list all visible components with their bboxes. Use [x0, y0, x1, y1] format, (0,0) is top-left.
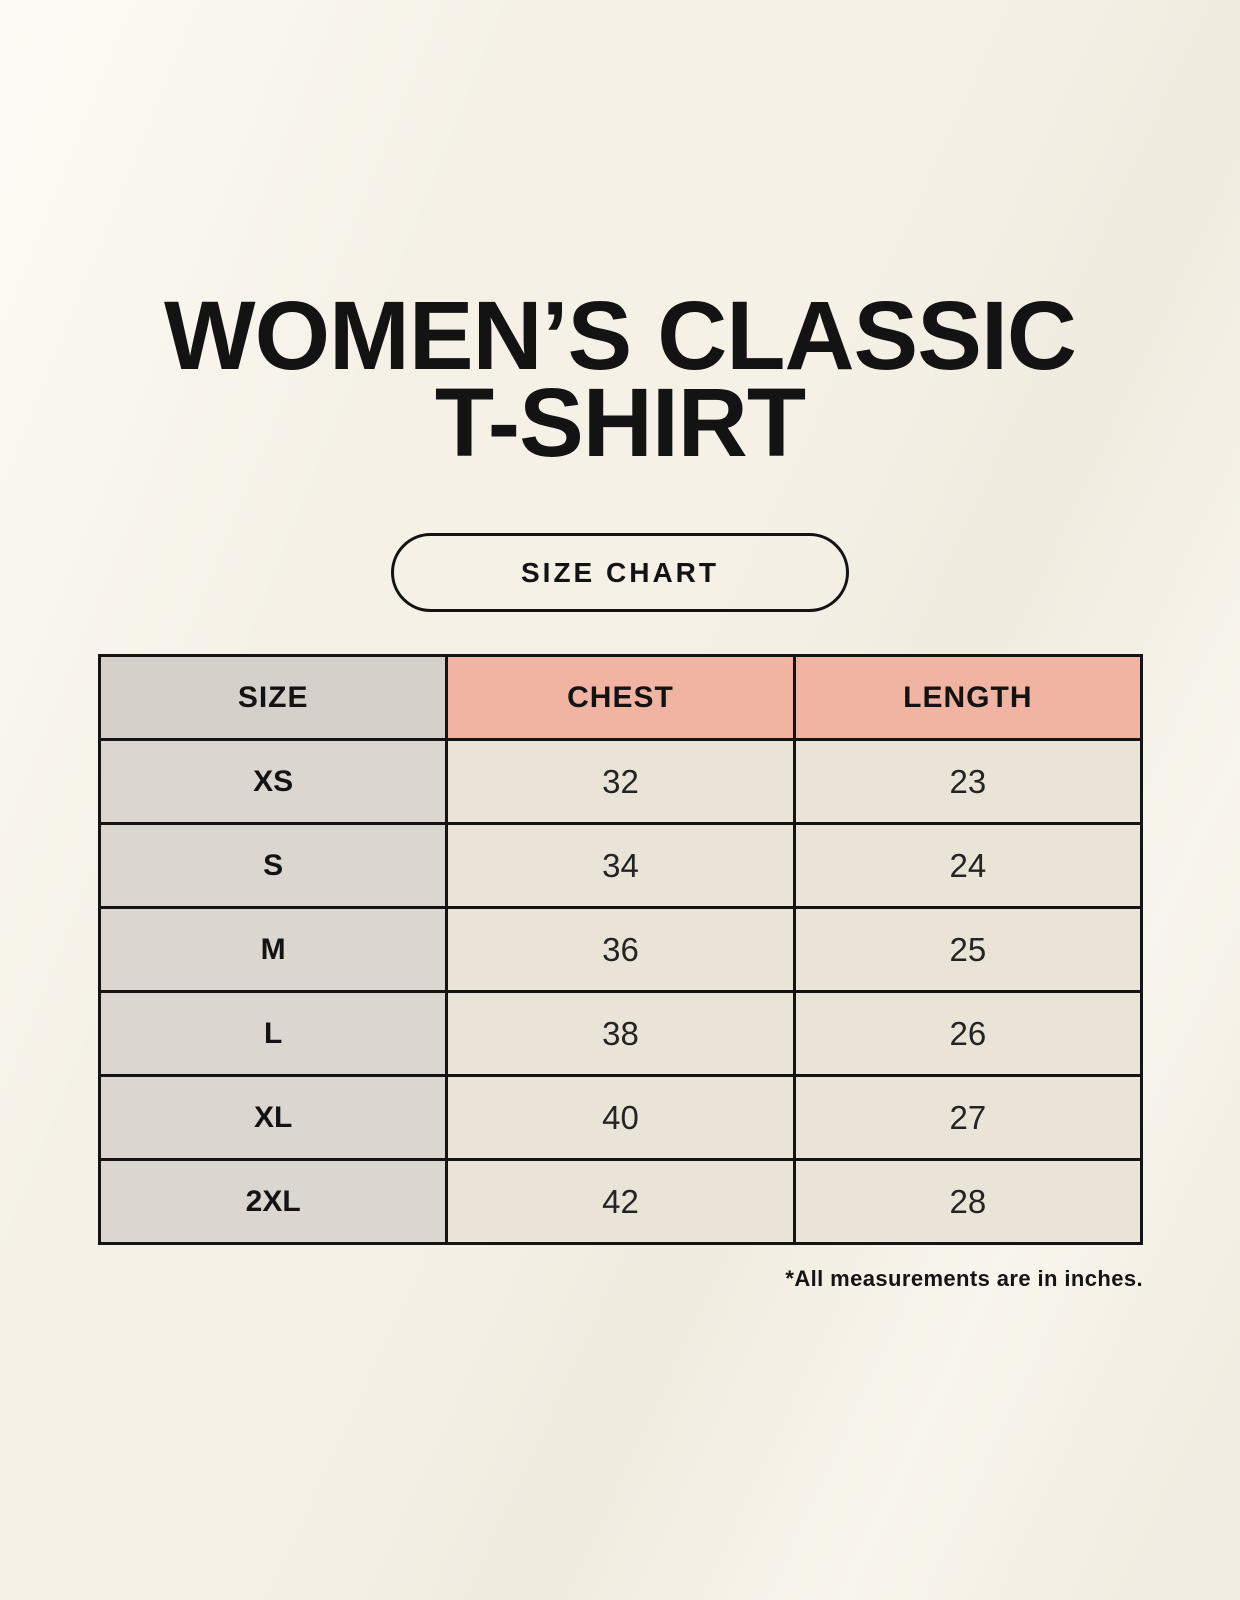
table-row	[100, 1160, 1142, 1244]
table-row	[100, 824, 1142, 908]
size-chart-table	[98, 654, 1143, 1245]
product-title-line-1: WOMEN’S CLASSIC	[164, 281, 1076, 390]
table-row	[100, 1076, 1142, 1160]
size-cell: XL	[100, 1076, 447, 1160]
length-cell: 28	[794, 1160, 1141, 1244]
product-title	[0, 281, 1240, 478]
size-cell: M	[100, 908, 447, 992]
chest-cell: 42	[447, 1160, 794, 1244]
length-cell: 23	[794, 740, 1141, 824]
chest-cell: 38	[447, 992, 794, 1076]
header-cell-length: LENGTH	[794, 656, 1141, 740]
header-cell-chest: CHEST	[447, 656, 794, 740]
length-cell: 24	[794, 824, 1141, 908]
size-chart-table-body	[100, 740, 1142, 1244]
length-cell: 25	[794, 908, 1141, 992]
table-row	[100, 740, 1142, 824]
length-cell: 27	[794, 1076, 1141, 1160]
size-cell: S	[100, 824, 447, 908]
chest-cell: 40	[447, 1076, 794, 1160]
size-chart-table-header	[100, 656, 1142, 740]
size-chart-button-label: SIZE CHART	[521, 556, 719, 588]
size-cell: 2XL	[100, 1160, 447, 1244]
table-row	[100, 908, 1142, 992]
size-cell: L	[100, 992, 447, 1076]
length-cell: 26	[794, 992, 1141, 1076]
size-cell: XS	[100, 740, 447, 824]
header-cell-size: SIZE	[100, 656, 447, 740]
chest-cell: 32	[447, 740, 794, 824]
chest-cell: 36	[447, 908, 794, 992]
chest-cell: 34	[447, 824, 794, 908]
product-title-line-2: T-SHIRT	[434, 368, 806, 478]
header-row	[100, 656, 1142, 740]
size-chart-button[interactable]	[391, 533, 849, 612]
table-row	[100, 992, 1142, 1076]
measurements-footnote: *All measurements are in inches.	[785, 1266, 1143, 1291]
